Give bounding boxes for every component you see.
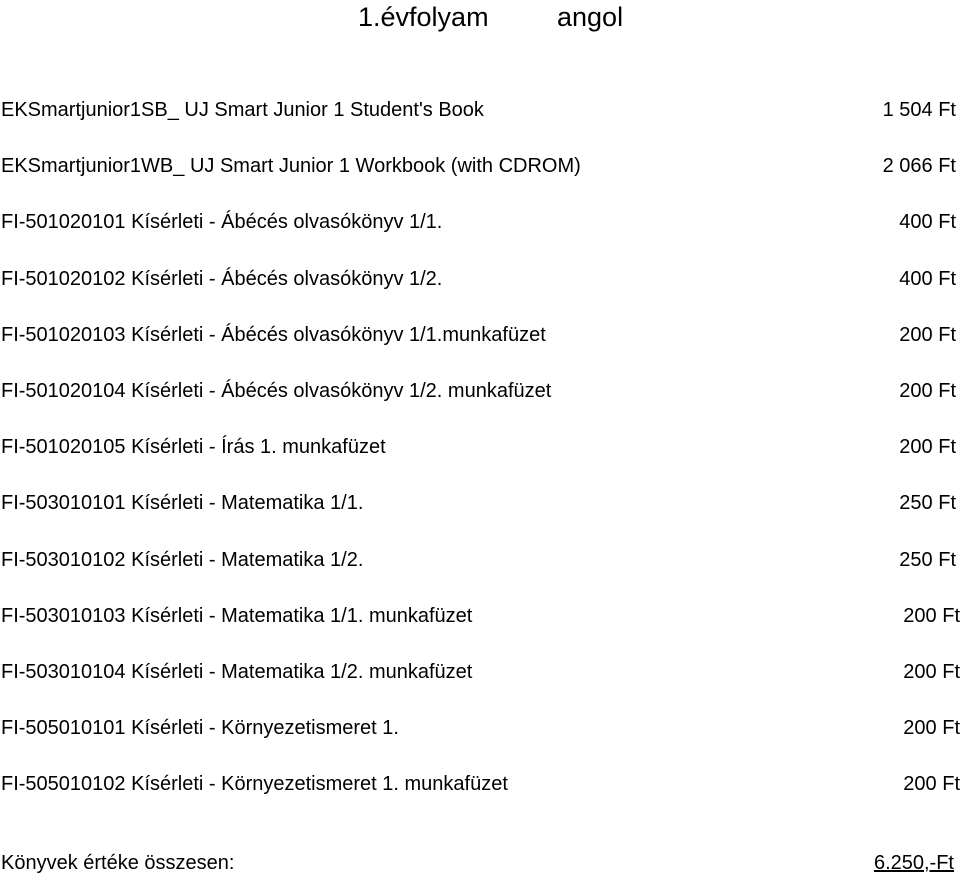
book-price: 200 Ft — [903, 773, 960, 796]
book-description: FI-501020102 Kísérleti - Ábécés olvasókönyv 1/2. — [1, 267, 443, 290]
book-row — [0, 194, 960, 250]
book-description: FI-503010103 Kísérleti - Matematika 1/1. munkafüzet — [1, 604, 473, 627]
book-description: EKSmartjunior1SB_ UJ Smart Junior 1 Student's Book — [1, 99, 484, 121]
book-row — [0, 419, 960, 475]
book-description: FI-505010102 Kísérleti - Környezetismeret 1. munkafüzet — [1, 773, 508, 796]
book-description: FI-501020105 Kísérleti - Írás 1. munkafüzet — [1, 436, 386, 459]
book-price: 2 066 Ft — [882, 155, 956, 178]
book-price: 1 504 Ft — [882, 99, 956, 121]
book-description: FI-501020104 Kísérleti - Ábécés olvasókönyv 1/2. munkafüzet — [1, 379, 552, 402]
book-price: 200 Ft — [899, 436, 956, 459]
book-description: FI-503010102 Kísérleti - Matematika 1/2. — [1, 548, 364, 571]
book-row — [0, 82, 960, 138]
book-description: FI-503010101 Kísérleti - Matematika 1/1. — [1, 492, 364, 515]
book-row — [0, 363, 960, 419]
book-price: 200 Ft — [903, 717, 960, 740]
book-description: FI-505010101 Kísérleti - Környezetismeret 1. — [1, 717, 399, 740]
book-price: 400 Ft — [899, 267, 956, 290]
book-row — [0, 700, 960, 756]
book-price: 200 Ft — [903, 660, 960, 683]
subject-label: angol — [557, 2, 624, 32]
book-price: 250 Ft — [899, 548, 956, 571]
book-description: EKSmartjunior1WB_ UJ Smart Junior 1 Workbook (with CDROM) — [1, 155, 581, 178]
book-price: 200 Ft — [903, 604, 960, 627]
book-row — [0, 475, 960, 531]
book-row — [0, 532, 960, 588]
book-price: 200 Ft — [899, 323, 956, 346]
book-row — [0, 138, 960, 194]
grade-label: 1.évfolyam — [358, 2, 489, 32]
book-description: FI-501020101 Kísérleti - Ábécés olvasókönyv 1/1. — [1, 211, 443, 234]
book-row — [0, 756, 960, 812]
book-row — [0, 588, 960, 644]
book-row — [0, 644, 960, 700]
book-list — [0, 82, 960, 812]
book-description: FI-501020103 Kísérleti - Ábécés olvasókönyv 1/1.munkafüzet — [1, 323, 546, 346]
book-row — [0, 251, 960, 307]
book-description: FI-503010104 Kísérleti - Matematika 1/2. munkafüzet — [1, 660, 473, 683]
total-value: 6.250,-Ft — [873, 852, 954, 874]
book-price: 250 Ft — [899, 492, 956, 515]
page-title — [0, 0, 960, 34]
book-row — [0, 307, 960, 363]
total-label: Könyvek értéke összesen: — [1, 852, 235, 874]
total-row — [0, 846, 960, 880]
book-price: 200 Ft — [899, 379, 956, 402]
book-price: 400 Ft — [899, 211, 956, 234]
